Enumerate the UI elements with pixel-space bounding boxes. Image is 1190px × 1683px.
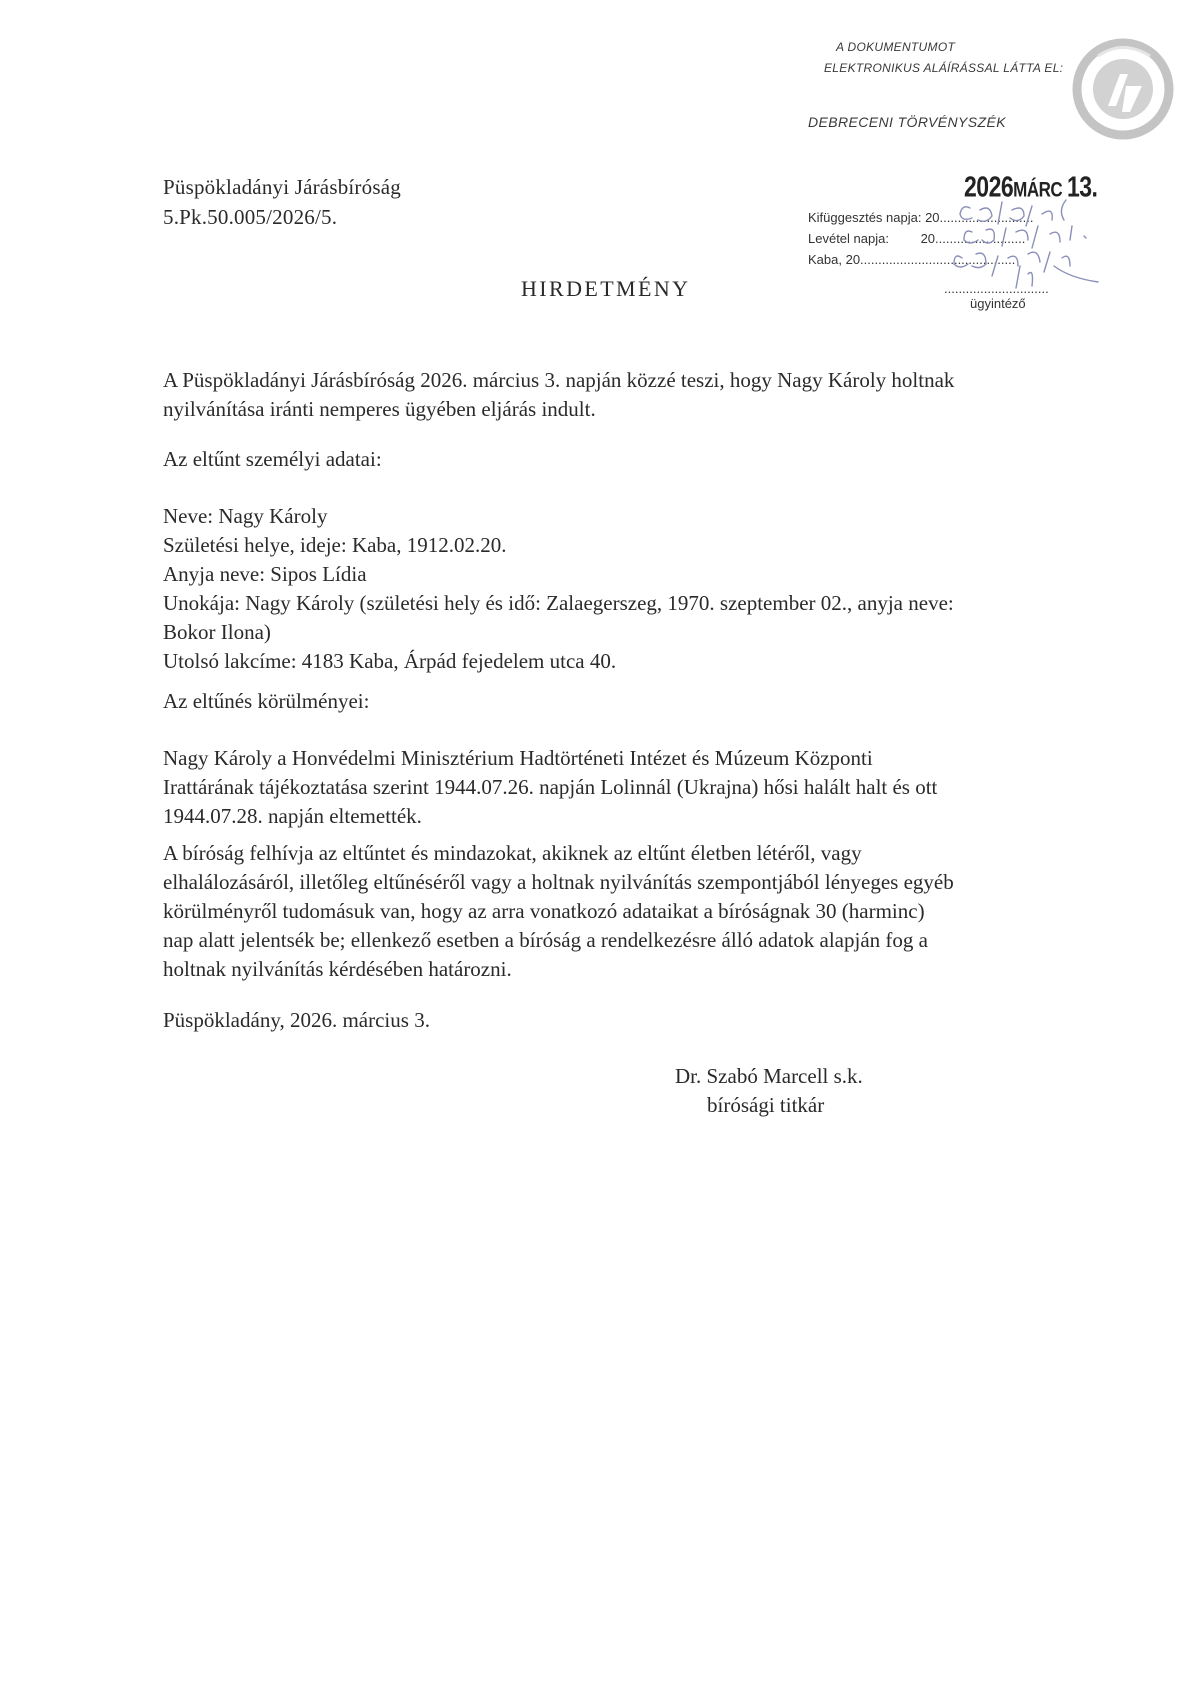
clerk-dots: ............................. — [944, 281, 1049, 296]
notice-line-2: elhalálozásáról, illetőleg eltűnéséről vagy a holtnak nyilvánítás szempontjából lényeges egyéb — [163, 870, 954, 894]
intro-paragraph — [163, 366, 1045, 424]
person-address: Utolsó lakcíme: 4183 Kaba, Árpád fejedelem utca 40. — [163, 649, 617, 673]
intro-line-1: A Püspökladányi Járásbíróság 2026. március 3. napján közzé teszi, hogy Nagy Károly holtnak — [163, 368, 955, 392]
place-and-date: Püspökladány, 2026. március 3. — [163, 1008, 430, 1032]
person-name: Neve: Nagy Károly — [163, 504, 328, 528]
electronic-signature-line1: A DOKUMENTUMOT — [836, 40, 956, 54]
electronic-signature-line2: ELEKTRONIKUS ALÁÍRÁSSAL LÁTTA EL: — [824, 61, 1064, 75]
person-grandchild-line1: Unokája: Nagy Károly (születési hely és idő: Zalaegerszeg, 1970. szeptember 02., anyja neve: — [163, 591, 954, 615]
court-header — [163, 172, 401, 232]
person-mother: Anyja neve: Sipos Lídia — [163, 562, 367, 586]
signatory-name: Dr. Szabó Marcell s.k. — [675, 1064, 863, 1088]
handwritten-date-marks — [920, 196, 1100, 316]
notice-line-4: nap alatt jelentsék be; ellenkező esetben a bíróság a rendelkezésre álló adatok alapján fog a — [163, 928, 928, 952]
personal-data-block — [163, 502, 1045, 676]
circumstances-line-1: Nagy Károly a Honvédelmi Minisztérium Hadtörténeti Intézet és Múzeum Központi — [163, 746, 873, 770]
signing-court-name: DEBRECENI TÖRVÉNYSZÉK — [808, 114, 1006, 130]
removal-prefix: 20 — [920, 231, 936, 246]
place-date-row: Kaba, 20........................................... — [808, 252, 1016, 267]
circumstances-line-3: 1944.07.28. napján eltemették. — [163, 804, 422, 828]
case-number: 5.Pk.50.005/2026/5. — [163, 205, 338, 229]
court-seal-icon — [1068, 34, 1178, 144]
court-name: Püspökladányi Járásbíróság — [163, 175, 401, 199]
circumstances-heading: Az eltűnés körülményei: — [163, 689, 370, 713]
person-grandchild-line2: Bokor Ilona) — [163, 620, 271, 644]
notice-line-1: A bíróság felhívja az eltűntet és mindazokat, akiknek az eltűnt életben létéről, vagy — [163, 841, 862, 865]
notice-paragraph — [163, 839, 1045, 984]
personal-data-heading: Az eltűnt személyi adatai: — [163, 447, 382, 471]
removal-date-row: Levétel napja: 20......................... — [808, 231, 1026, 246]
notice-line-3: körülményről tudomásuk van, hogy az arra vonatkozó adataikat a bíróságnak 30 (harminc) — [163, 899, 925, 923]
person-birth: Születési helye, ideje: Kaba, 1912.02.20. — [163, 533, 507, 557]
clerk-label: ügyintéző — [970, 296, 1026, 311]
document-title: HIRDETMÉNY — [521, 276, 691, 301]
posting-label: Kifüggesztés napja: 20 — [808, 210, 940, 225]
circumstances-paragraph — [163, 744, 1045, 831]
stamp-day: 13. — [1066, 170, 1098, 203]
posting-date-row: Kifüggesztés napja: 20.......................... — [808, 210, 1034, 225]
signatory-role: bírósági titkár — [707, 1093, 825, 1117]
circumstances-line-2: Irattárának tájékoztatása szerint 1944.07.26. napján Lolinnál (Ukrajna) hősi halált halt és ott — [163, 775, 938, 799]
place-label: Kaba, 20 — [808, 252, 861, 267]
notice-line-5: holtnak nyilvánítás kérdésében határozni. — [163, 957, 512, 981]
stamp-year: 2026 — [964, 170, 1014, 203]
stamp-month: MÁRC — [1013, 177, 1063, 202]
intro-line-2: nyilvánítása iránti nemperes ügyében eljárás indult. — [163, 397, 596, 421]
removal-label: Levétel napja: — [808, 231, 889, 246]
